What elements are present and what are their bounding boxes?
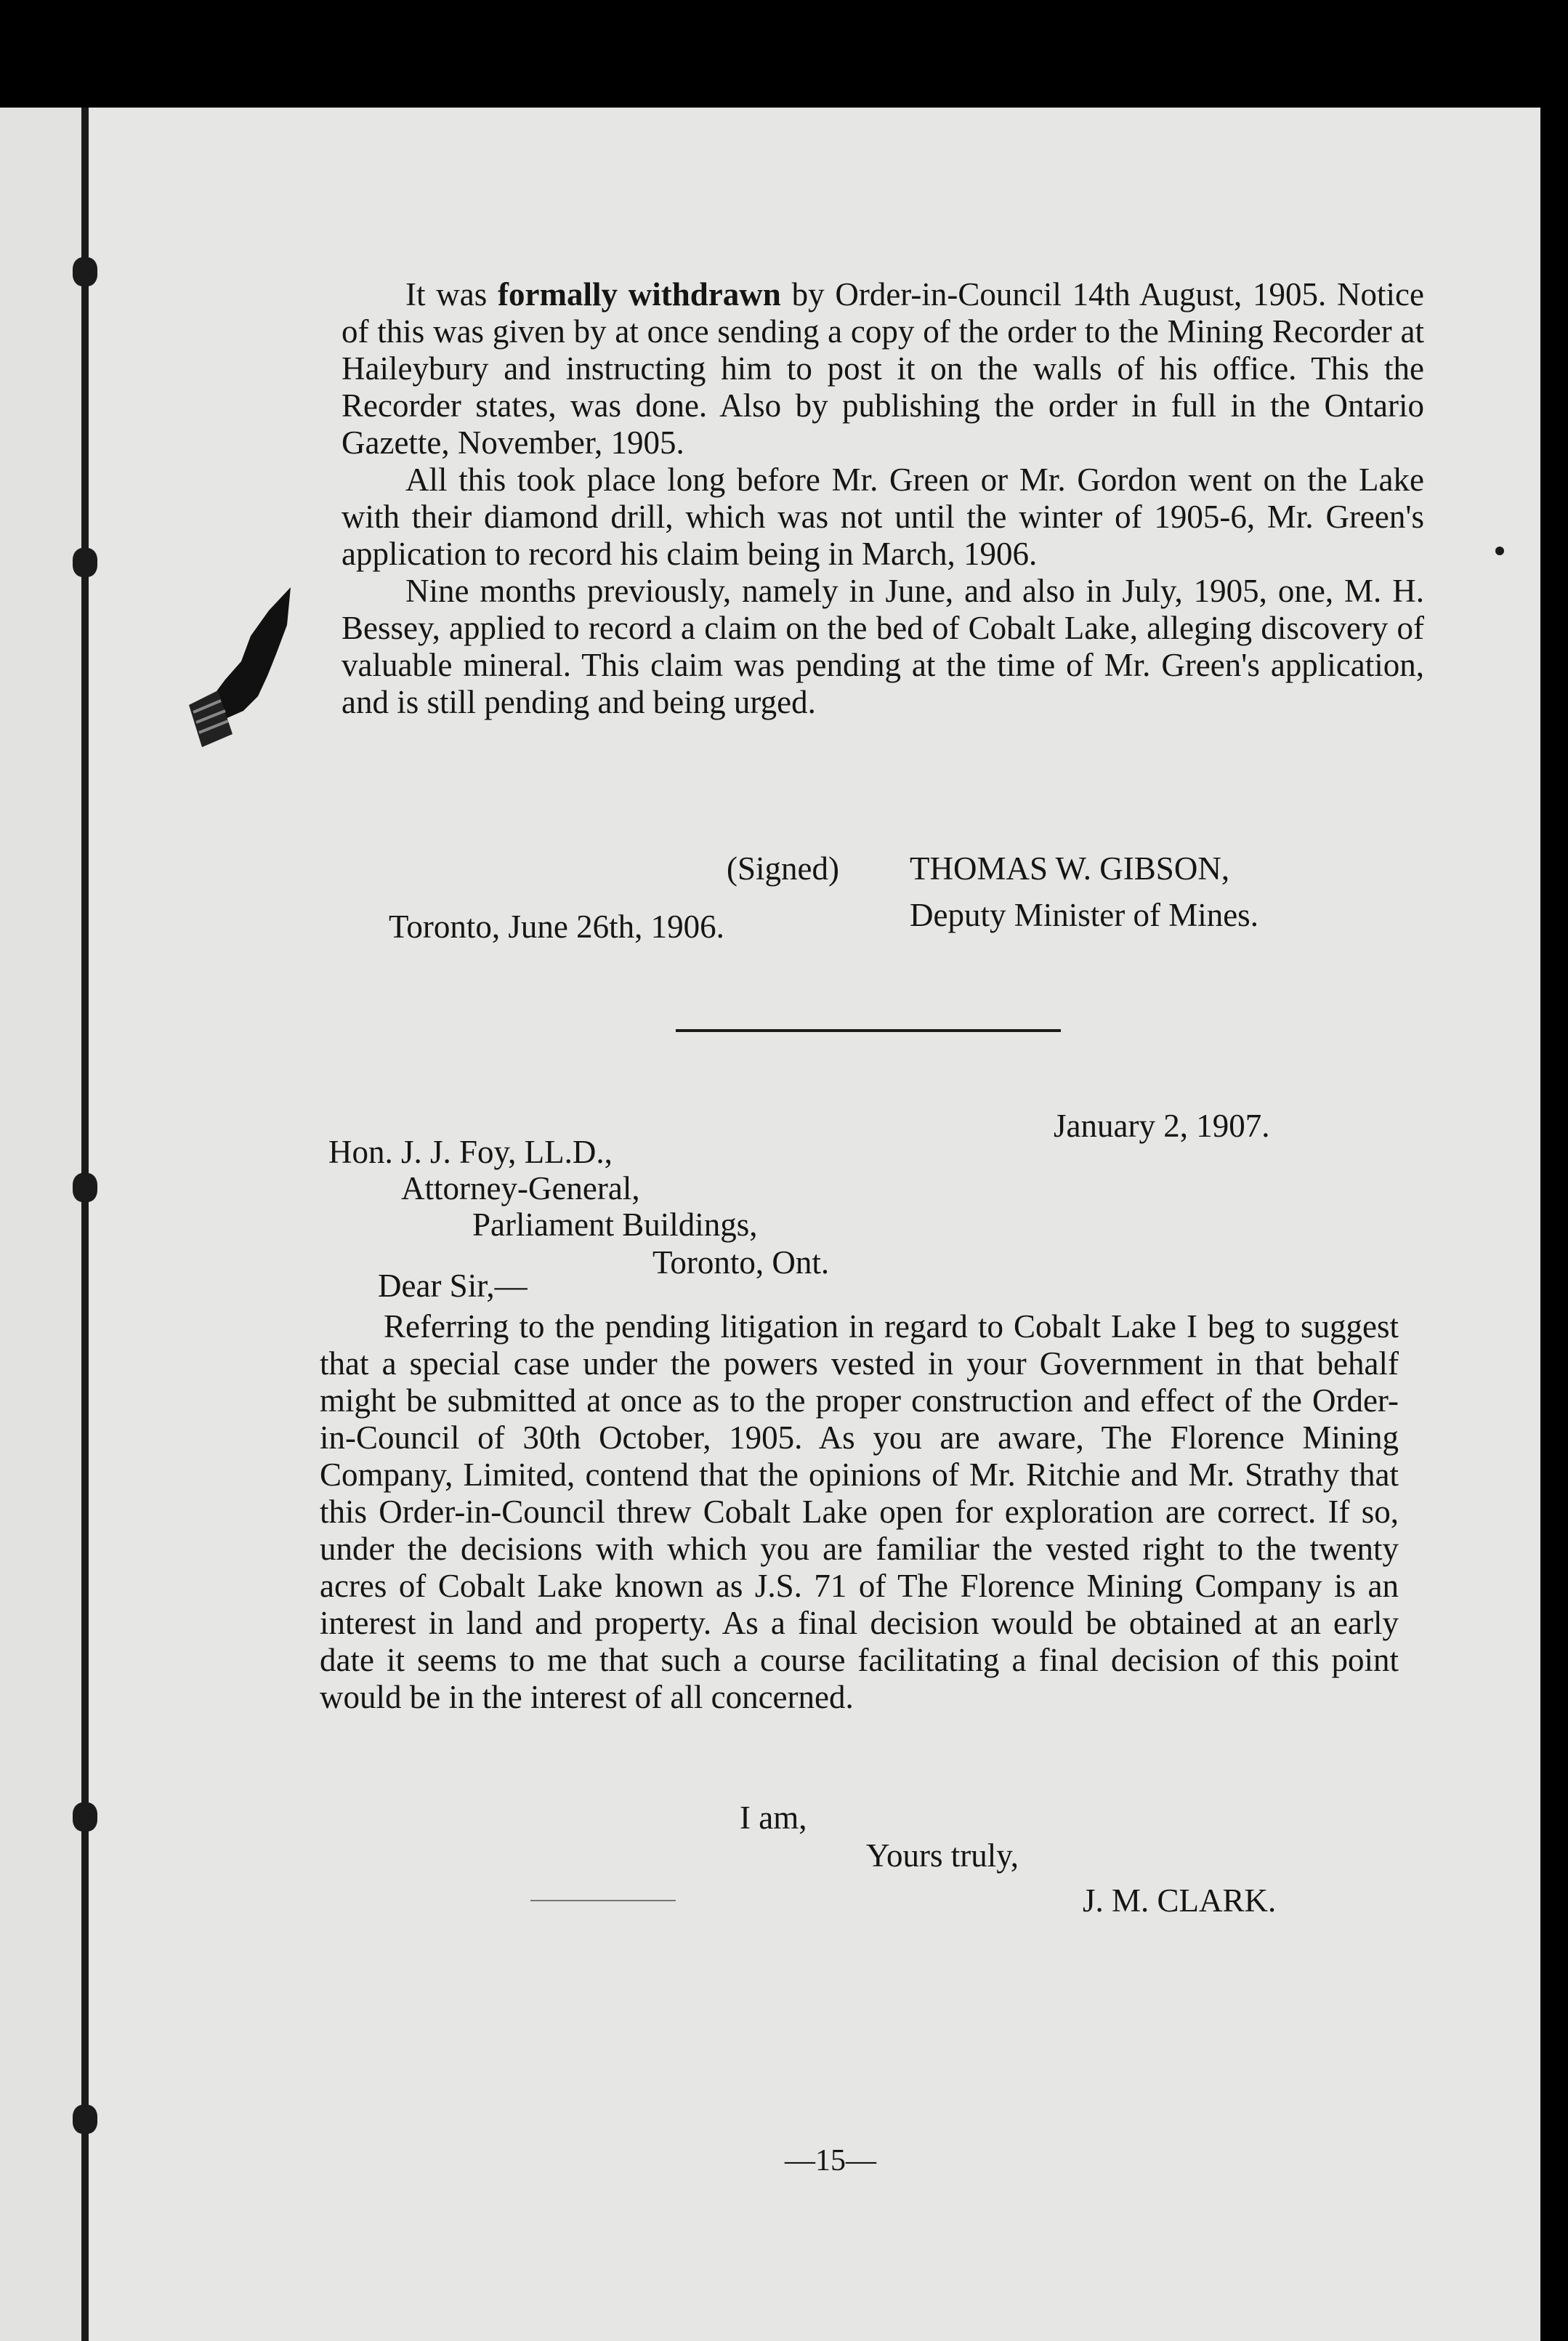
emphasis-text: formally withdrawn [498,276,781,313]
letter-paragraph: Referring to the pending litigation in regard to Cobalt Lake I beg to suggest that a special case under the powers vested in your Government in that behalf might be submitted at once as to the proper construction and effect of the Order-in-Council of 30th October, 1905. As you are aware, The Florence Mining Company, Limited, contend that the opinions of Mr. Ritchie and Mr. Strathy that this Order-in-Council threw Cobalt Lake open for exploration are correct. If so, under the decisions with which you are familiar the vested right to the twenty acres of Cobalt Lake known as J.S. 71 of The Florence Mining Company is an interest in land and property. As a final decision would be obtained at an early date it seems to me that such a course facilitating a final decision of this point would be in the interest of all concerned. [320,1308,1399,1715]
address-line: Hon. J. J. Foy, LL.D., [328,1134,613,1170]
binding-knot [73,257,97,286]
signer-name: THOMAS W. GIBSON, [910,850,1230,887]
signer-title: Deputy Minister of Mines. [910,897,1258,933]
faint-line [530,1900,676,1901]
margin-dot [1495,547,1504,555]
binding-knot [73,1173,97,1202]
pointing-hand-icon [182,581,305,749]
binding-margin [0,108,81,2341]
address-line: Toronto, Ont. [652,1244,830,1281]
letter-date: January 2, 1907. [1054,1108,1270,1144]
letter-signer: J. M. CLARK. [1083,1882,1277,1919]
letter-body [320,1308,1399,1716]
place-date: Toronto, June 26th, 1906. [389,908,724,945]
paragraph-bessey-claim: Nine months previously, namely in June, and also in July, 1905, one, M. H. Bessey, applied to record a claim on the bed of Cobalt Lake, alleging discovery of valuable mineral. This claim was pending at the time of Mr. Green's application, and is still pending and being urged. [342,573,1424,720]
binding-knot [73,1802,97,1832]
address-line: Parliament Buildings, [472,1206,758,1243]
page-number: —15— [785,2144,876,2177]
binding-knot [73,2105,97,2134]
closing-line: Yours truly, [866,1837,1019,1874]
section-divider [676,1029,1061,1032]
salutation: Dear Sir,— [378,1268,528,1304]
section1-text [342,276,1424,721]
signed-label: (Signed) [727,850,839,887]
binding-knot [73,548,97,577]
paragraph-withdrawn: It was formally withdrawn by Order-in-Council 14th August, 1905. Notice of this was given by at once sending a copy of the order to the Mining Recorder at Haileybury and instructing him to post it on the walls of his office. This the Recorder states, was done. Also by publishing the order in full in the Ontario Gazette, November, 1905. [342,276,1424,461]
binding-spine [81,108,89,2341]
closing-line: I am, [740,1800,807,1836]
paragraph-diamond-drill: All this took place long before Mr. Green or Mr. Gordon went on the Lake with their diamond drill, which was not until the winter of 1905-6, Mr. Green's application to record his claim being in March, 1906. [342,462,1424,572]
address-line: Attorney-General, [401,1170,640,1206]
